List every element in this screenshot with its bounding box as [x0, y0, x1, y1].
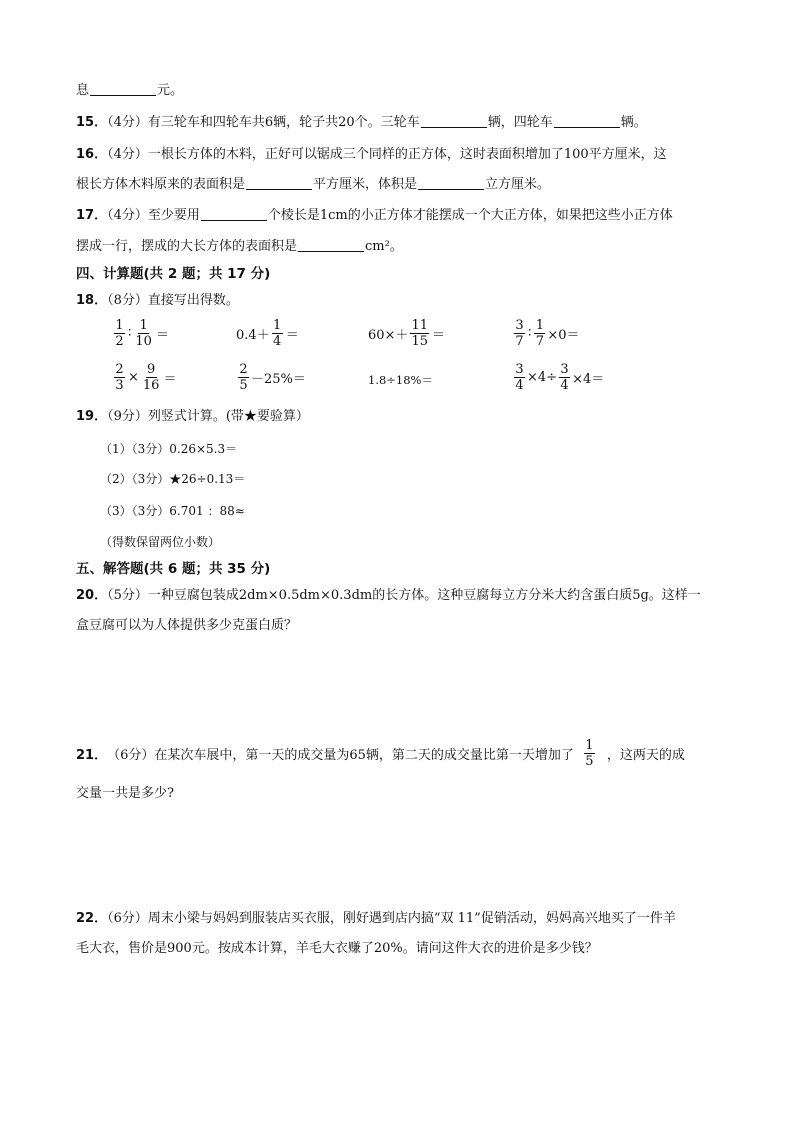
question-21-line1: 21． （6分）在某次车展中，第一天的成交量为65辆，第二天的成交量比第一天增加了 $\frac{1}{5}$ ，这两天的成	[76, 738, 685, 769]
fraction: $\frac{3}{4}$	[515, 362, 524, 393]
calc-expression-1: $\frac{1}{2}$ ∶ $\frac{1}{10}$ ＝	[115, 318, 169, 349]
question-17-line2: 摆成一行，摆成的大长方体的表面积是 cm²。	[76, 239, 403, 254]
answer-blank[interactable]	[90, 82, 156, 96]
question-19: 19．（9分）列竖式计算。(带★要验算）	[76, 409, 309, 424]
fraction: $\frac{2}{3}$	[115, 362, 124, 393]
calc-expression-4: $\frac{3}{7}$ ∶ $\frac{1}{7}$ ×0＝	[515, 318, 580, 349]
question-22-line2: 毛大衣，售价是900元。按成本计算，羊毛大衣赚了20%。请问这件大衣的进价是多少钱？	[76, 941, 598, 956]
question-20-line1: 20．（5分）一种豆腐包装成2dm×0.5dm×0.3dm的长方体。这种豆腐每立方分米大约含蛋白质5g。这样一	[76, 588, 701, 603]
calc-expression-3: 60×＋ $\frac{11}{15}$ ＝	[368, 318, 445, 349]
fraction: $\frac{2}{5}$	[239, 362, 248, 393]
fraction: $\frac{3}{7}$	[515, 318, 524, 349]
fraction: $\frac{1}{2}$	[115, 318, 124, 349]
answer-blank[interactable]	[246, 176, 312, 190]
question-19-part-1: （1）（3分）0.26×5.3＝	[100, 442, 238, 456]
calc-expression-2: 0.4＋ $\frac{1}{4}$ ＝	[236, 318, 299, 349]
question-16-line2: 根长方体木料原来的表面积是 平方厘米，体积是 立方厘米。	[76, 177, 551, 192]
question-21-line2: 交量一共是多少?	[76, 786, 174, 801]
answer-blank[interactable]	[418, 176, 484, 190]
fraction: $\frac{1}{7}$	[535, 318, 545, 349]
fraction: $\frac{3}{4}$	[560, 362, 569, 393]
calc-expression-5: $\frac{2}{3}$ × $\frac{9}{16}$ ＝	[115, 362, 177, 393]
question-19-part-2: （2）（3分）★26÷0.13＝	[100, 472, 246, 486]
fraction: $\frac{1}{5}$	[585, 738, 594, 769]
calc-expression-8: $\frac{3}{4}$ ×4÷ $\frac{3}{4}$ ×4＝	[515, 362, 605, 393]
question-19-part-3: （3）（3分）6.701 ：88≈	[100, 504, 245, 518]
answer-blank[interactable]	[201, 207, 267, 221]
question-20-line2: 盒豆腐可以为人体提供多少克蛋白质？	[76, 618, 298, 633]
fraction: $\frac{9}{16}$	[142, 362, 160, 393]
section-4-heading: 四、计算题(共 2 题；共 17 分)	[76, 266, 271, 282]
fraction: $\frac{1}{4}$	[273, 318, 282, 349]
question-18: 18．（8分）直接写出得数。	[76, 293, 239, 308]
calc-expression-7: 1.8÷18%＝	[368, 373, 433, 387]
answer-blank[interactable]	[421, 114, 487, 128]
section-5-heading: 五、解答题(共 6 题；共 35 分)	[76, 561, 271, 577]
question-22-line1: 22．（6分）周末小梁与妈妈到服装店买衣服，刚好遇到店内搞“双 11”促销活动，妈妈高兴地买了一件羊	[76, 911, 676, 926]
question-16-line1: 16．（4分）一根长方体的木料，正好可以锯成三个同样的正方体，这时表面积增加了100平方厘米，这	[76, 147, 667, 162]
q14-tail: 息 元。	[76, 83, 184, 98]
question-19-note: （得数保留两位小数）	[100, 535, 221, 549]
question-15: 15．（4分）有三轮车和四轮车共6辆，轮子共20个。三轮车 辆，四轮车 辆。	[76, 115, 647, 130]
question-17-line1: 17．（4分）至少要用 个棱长是1cm的小正方体才能摆成一个大正方体，如果把这些小正方体	[76, 208, 673, 223]
answer-blank[interactable]	[554, 114, 620, 128]
calc-expression-6: $\frac{2}{5}$ －25%＝	[239, 362, 306, 393]
answer-blank[interactable]	[298, 238, 364, 252]
fraction: $\frac{11}{15}$	[411, 318, 428, 349]
fraction: $\frac{1}{10}$	[135, 318, 152, 349]
